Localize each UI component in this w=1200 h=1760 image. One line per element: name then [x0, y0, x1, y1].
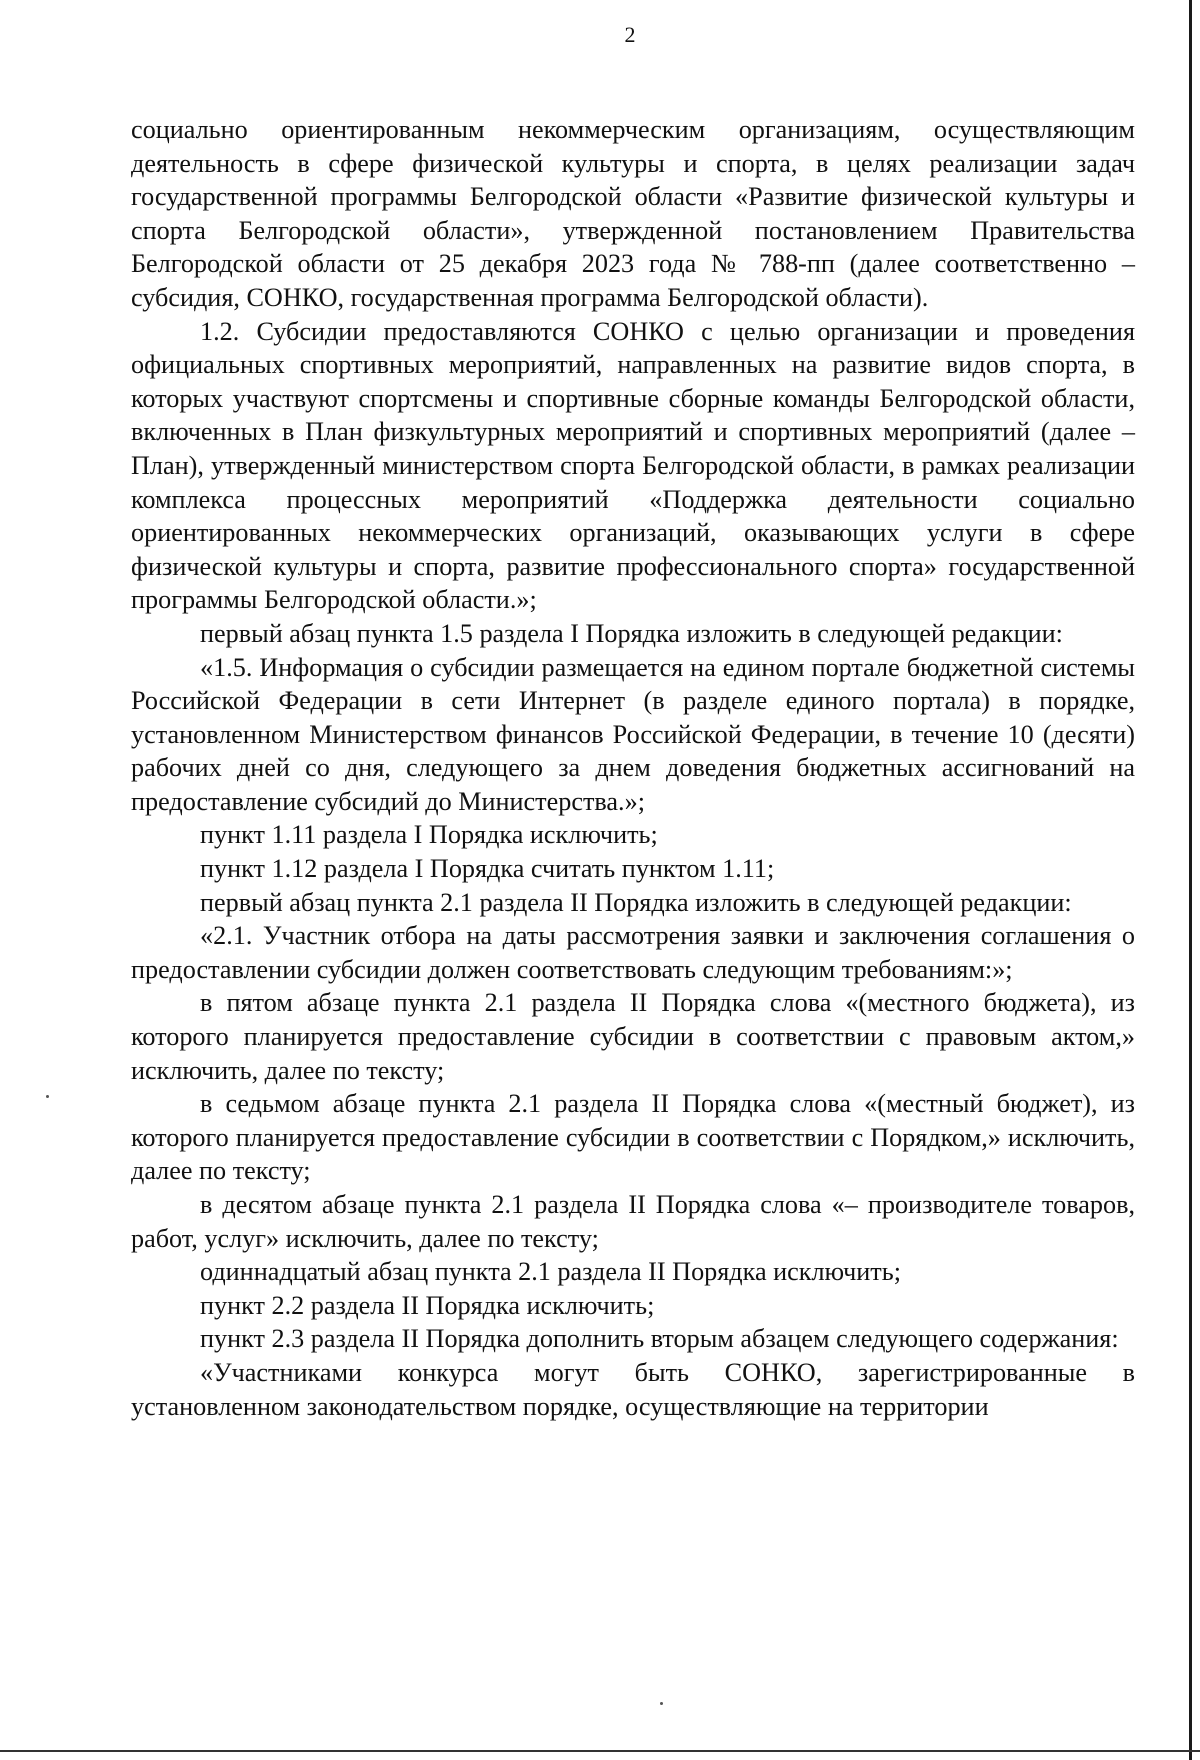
paragraph-continuation: социально ориентированным некоммерческим организациям, осуществляющим деятельность в сфере физической культуры и спорта, в целях реализации задач государственной программы Белгородской области «Развитие физической культуры и спорта Белгородской области», утвержденной постановлением Правительства Белгородской области от 25 декабря 2023 года № 788-пп (далее соответственно – субсидия, СОНКО, государственная программа Белгородской области). [131, 115, 1135, 312]
scan-edge-bottom [0, 1750, 1200, 1752]
scan-speck [46, 1095, 49, 1098]
scan-edge-right [1189, 0, 1192, 1760]
paragraph-participants: «Участниками конкурса могут быть СОНКО, зарегистрированные в установленном законодательством порядке, осуществляющие на территории [131, 1357, 1135, 1421]
paragraph-amend-1-5: первый абзац пункта 1.5 раздела I Порядка изложить в следующей редакции: [200, 618, 1063, 648]
page-number: 2 [624, 22, 636, 47]
paragraph-seventh-abzac: в седьмом абзаце пункта 2.1 раздела II Порядка слова «(местный бюджет), из которого планируется предоставление субсидии в соответствии с Порядком,» исключить, далее по тексту; [131, 1089, 1135, 1186]
paragraph-renumber-1-12: пункт 1.12 раздела I Порядка считать пунктом 1.11; [200, 854, 775, 884]
paragraph-tenth-abzac: в десятом абзаце пункта 2.1 раздела II Порядка слова «– производителе товаров, работ, услуг» исключить, далее по тексту; [131, 1190, 1135, 1253]
paragraph-clause-1-5: «1.5. Информация о субсидии размещается на едином портале бюджетной системы Российской Федерации в сети Интернет (в разделе единого портала) в порядке, установленном Министерством финансов Российской Федерации, в течение 10 (десяти) рабочих дней со дня, следующего за днем доведения бюджетных ассигнований на предоставление субсидий до Министерства.»; [131, 652, 1135, 816]
paragraph-exclude-1-11: пункт 1.11 раздела I Порядка исключить; [200, 820, 658, 850]
paragraph-fifth-abzac: в пятом абзаце пункта 2.1 раздела II Порядка слова «(местного бюджета), из которого планируется предоставление субсидии в соответствии с правовым актом,» исключить, далее по тексту; [131, 988, 1135, 1085]
document-body [131, 113, 1135, 1423]
paragraph-clause-1-2: 1.2. Субсидии предоставляются СОНКО с целью организации и проведения официальных спортивных мероприятий, направленных на развитие видов спорта, в которых участвуют спортсмены и спортивные сборные команды Белгородской области, включенных в План физкультурных мероприятий и спортивных мероприятий (далее – План), утвержденный министерством спорта Белгородской области, в рамках реализации комплекса процессных мероприятий «Поддержка деятельности социально ориентированных некоммерческих организаций, оказывающих услуги в сфере физической культуры и спорта, развитие профессионального спорта» государственной программы Белгородской области.»; [131, 316, 1135, 615]
paragraph-amend-2-1: первый абзац пункта 2.1 раздела II Порядка изложить в следующей редакции: [200, 887, 1072, 917]
paragraph-eleventh-abzac: одиннадцатый абзац пункта 2.1 раздела II Порядка исключить; [200, 1257, 901, 1287]
scan-speck [660, 1702, 663, 1705]
paragraph-clause-2-1: «2.1. Участник отбора на даты рассмотрения заявки и заключения соглашения о предоставлении субсидии должен соответствовать следующим требованиям:»; [131, 921, 1135, 984]
paragraph-exclude-2-2: пункт 2.2 раздела II Порядка исключить; [200, 1290, 655, 1320]
paragraph-amend-2-3: пункт 2.3 раздела II Порядка дополнить вторым абзацем следующего содержания: [200, 1324, 1119, 1354]
